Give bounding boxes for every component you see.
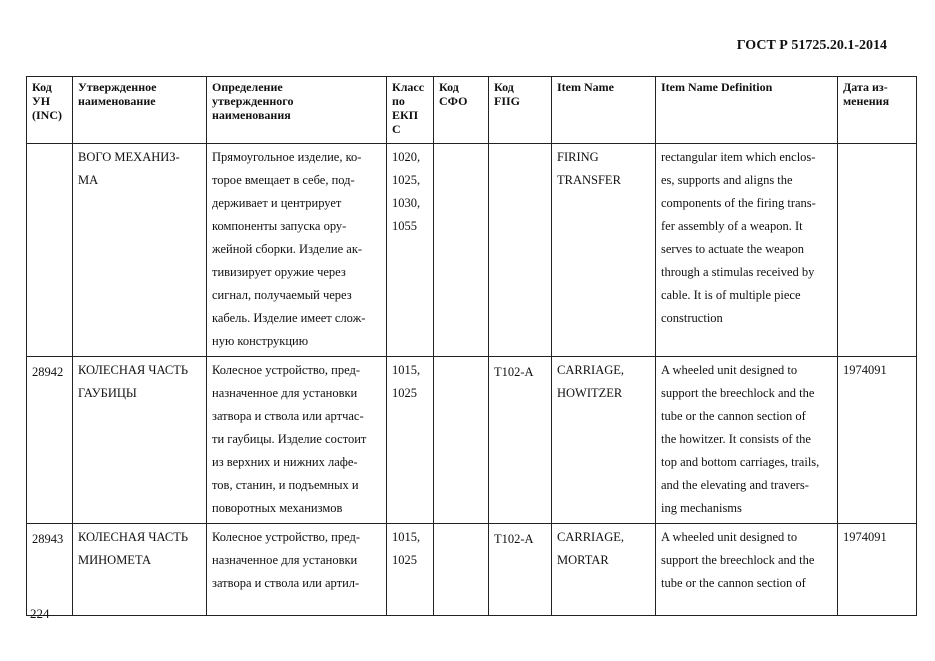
cell-line: es, supports and aligns the [661,173,793,187]
header-line: Код [32,80,52,94]
cell-item-name-definition [656,144,838,357]
cell-line: 1020, [392,150,421,164]
cell-line: торое вмещает в себе, под- [212,173,355,187]
table-row [27,524,917,616]
header-line: УН [32,94,51,108]
cell-line: затвора и ствола или артчас- [212,409,364,423]
cell-line: 1015, [392,530,421,544]
cell-line: 1025 [392,553,417,567]
header-class [387,77,434,144]
cell-line: 1055 [392,219,417,233]
cell-inc [27,144,73,357]
header-fiig [489,77,552,144]
cell-line: КОЛЕСНАЯ ЧАСТЬ [78,363,189,377]
cell-definition [207,524,387,616]
cell-line: компоненты запуска ору- [212,219,347,233]
cell-line: support the breechlock and the [661,553,815,567]
cell-line: construction [661,311,723,325]
cell-class [387,357,434,524]
cell-line: A wheeled unit designed to [661,363,798,377]
cell-inc: 28942 [27,357,73,524]
cell-line: ГАУБИЦЫ [78,386,137,400]
cell-line: затвора и ствола или артил- [212,576,360,590]
header-line: Item Name Definition [661,80,773,94]
cell-line: назначенное для установки [212,553,358,567]
header-line: по [392,94,405,108]
cell-line: назначенное для установки [212,386,358,400]
header-line: (INC) [32,108,62,122]
table-row [27,357,917,524]
cell-line: МИНОМЕТА [78,553,151,567]
header-definition [207,77,387,144]
cell-approved-name [73,357,207,524]
cell-line: tube or the cannon section of [661,409,806,423]
cell-line: HOWITZER [557,386,623,400]
cell-line: Прямоугольное изделие, ко- [212,150,362,164]
cell-sfo [434,144,489,357]
header-change-date [838,77,917,144]
cell-change-date: 1974091 [838,357,917,524]
cell-change-date: 1974091 [838,524,917,616]
cell-line: tube or the cannon section of [661,576,806,590]
cell-line: and the elevating and travers- [661,478,809,492]
cell-sfo [434,357,489,524]
cell-line: кабель. Изделие имеет слож- [212,311,366,325]
header-line: Определение [212,80,283,94]
header-item-name-definition [656,77,838,144]
cell-line: КОЛЕСНАЯ ЧАСТЬ [78,530,189,544]
header-line: СФО [439,94,468,108]
cell-line: cable. It is of multiple piece [661,288,801,302]
cell-approved-name [73,144,207,357]
cell-line: FIRING [557,150,599,164]
cell-line: TRANSFER [557,173,621,187]
cell-line: 1015, [392,363,421,377]
cell-line: ную конструкцию [212,334,309,348]
cell-line: CARRIAGE, [557,363,625,377]
table-header-row [27,77,917,144]
cell-line: поворотных механизмов [212,501,343,515]
cell-line: Колесное устройство, пред- [212,363,360,377]
header-line: С [392,122,401,136]
cell-item-name [552,144,656,357]
cell-line: the howitzer. It consists of the [661,432,811,446]
cell-class [387,144,434,357]
cell-line: serves to actuate the weapon [661,242,804,256]
header-line: ЕКП [392,108,419,122]
cell-fiig: T102-A [489,524,552,616]
cell-line: держивает и центрирует [212,196,342,210]
cell-line: МА [78,173,99,187]
cell-line: Колесное устройство, пред- [212,530,360,544]
cell-line: CARRIAGE, [557,530,625,544]
cell-line: 1025, [392,173,421,187]
cell-line: support the breechlock and the [661,386,815,400]
header-approved-name [73,77,207,144]
cell-fiig: T102-A [489,357,552,524]
header-line: Класс [392,80,425,94]
cell-definition [207,357,387,524]
cell-line: ВОГО МЕХАНИЗ- [78,150,180,164]
cell-line: сигнал, получаемый через [212,288,352,302]
cell-class [387,524,434,616]
cell-line: ing mechanisms [661,501,742,515]
header-line: FIIG [494,94,521,108]
cell-line: тивизирует оружие через [212,265,346,279]
header-line: утвержденного [212,94,294,108]
cell-line: тов, станин, и подъемных и [212,478,359,492]
header-line: Код [494,80,514,94]
header-line: Утвержденное [78,80,157,94]
cell-fiig [489,144,552,357]
cell-line: fer assembly of a weapon. It [661,219,803,233]
header-line: наименования [212,108,291,122]
cell-line: жейной сборки. Изделие ак- [212,242,363,256]
page-number: 224 [30,606,50,621]
cell-line: ти гаубицы. Изделие состоит [212,432,367,446]
cell-item-name-definition [656,357,838,524]
cell-line: 1030, [392,196,421,210]
cell-line: through a stimulas received by [661,265,815,279]
cell-sfo [434,524,489,616]
cell-line: top and bottom carriages, trails, [661,455,820,469]
cell-line: components of the firing trans- [661,196,816,210]
header-line: наименование [78,94,156,108]
cell-approved-name [73,524,207,616]
header-inc [27,77,73,144]
inc-table [26,76,917,616]
table-row [27,144,917,357]
document-standard-number: ГОСТ Р 51725.20.1-2014 [736,38,887,53]
cell-line: rectangular item which enclos- [661,150,816,164]
header-line: Дата из- [843,80,888,94]
cell-item-name [552,357,656,524]
cell-line: 1025 [392,386,417,400]
cell-change-date [838,144,917,357]
cell-definition [207,144,387,357]
cell-line: A wheeled unit designed to [661,530,798,544]
cell-line: из верхних и нижних лафе- [212,455,358,469]
header-item-name [552,77,656,144]
cell-line: MORTAR [557,553,609,567]
cell-item-name [552,524,656,616]
header-sfo [434,77,489,144]
cell-inc: 28943 [27,524,73,616]
header-line: Код [439,80,459,94]
header-line: менения [843,94,890,108]
cell-item-name-definition [656,524,838,616]
header-line: Item Name [557,80,614,94]
